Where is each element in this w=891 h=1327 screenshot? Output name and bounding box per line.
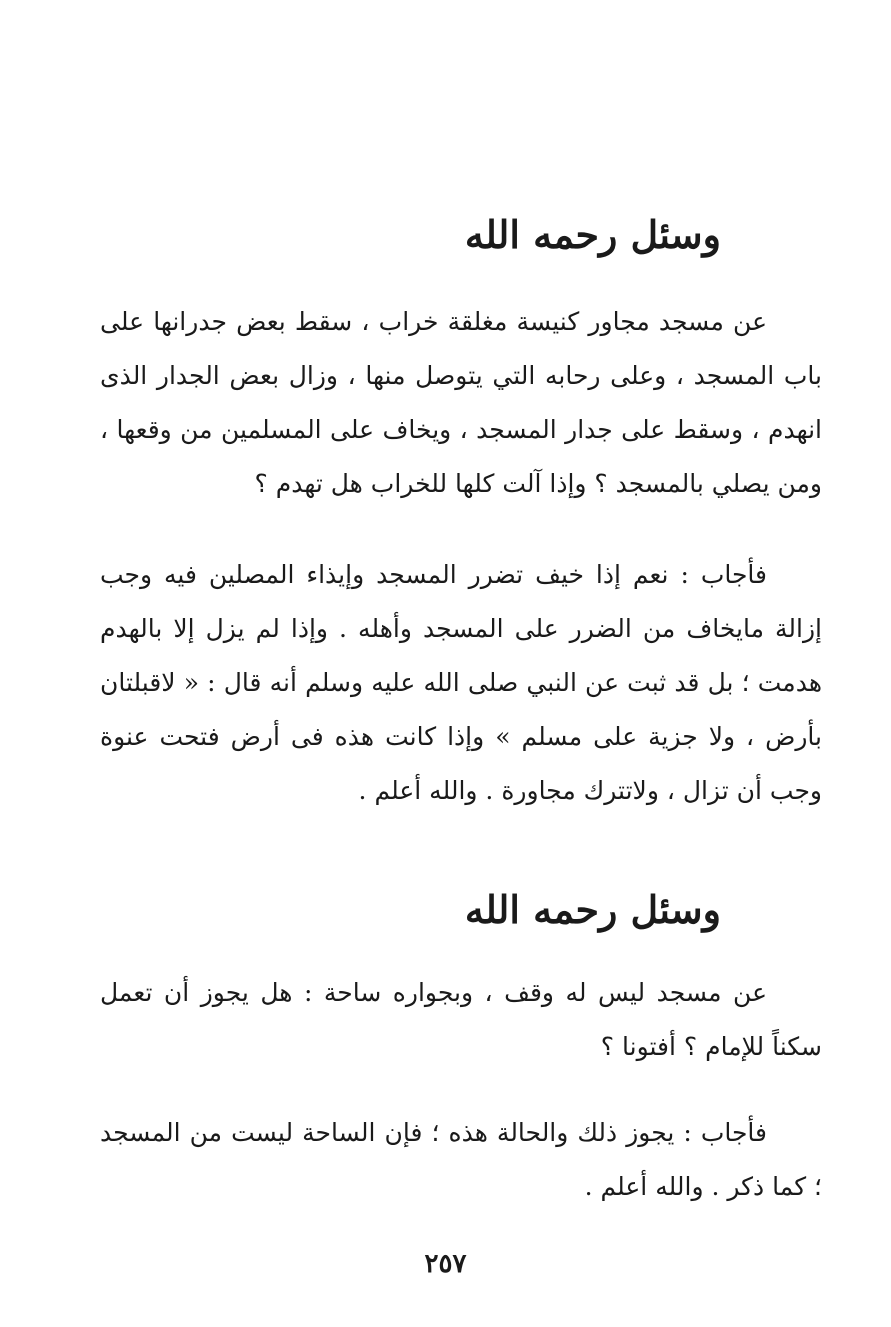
section-1-answer: فأجاب : نعم إذا خيف تضرر المسجد وإيذاء المصلين فيه وجب إزالة مايخاف من الضرر على المسجد وأهله . وإذا لم يزل إلا بالهدم هدمت ؛ بل قد ثبت عن النبي صلى الله عليه وسلم أنه قال : « لاقبلتان بأرض ، ولا جزية على مسلم » وإذا كانت هذه فى أرض فتحت عنوة وجب أن تزال ، ولاتترك مجاورة . والله أعلم .: [100, 560, 822, 805]
section-2-answer: فأجاب : يجوز ذلك والحالة هذه ؛ فإن الساحة ليست من المسجد ؛ كما ذكر . والله أعلم .: [100, 1118, 822, 1201]
section-1-question: عن مسجد مجاور كنيسة مغلقة خراب ، سقط بعض جدرانها على باب المسجد ، وعلى رحابه التي يتوصل منها ، وزال بعض الجدار الذى انهدم ، وسقط على جدار المسجد ، ويخاف على المسلمين من وقعها ، ومن يصلي بالمسجد ؟ وإذا آلت كلها للخراب هل تهدم ؟: [100, 307, 822, 498]
section-1-heading: وسئل رحمه الله: [464, 212, 721, 257]
section-2-heading: وسئل رحمه الله: [464, 887, 721, 932]
section-2-question: عن مسجد ليس له وقف ، وبجواره ساحة : هل يجوز أن تعمل سكناً للإمام ؟ أفتونا ؟: [100, 978, 822, 1061]
page-number: ٢٥٧: [424, 1249, 467, 1279]
